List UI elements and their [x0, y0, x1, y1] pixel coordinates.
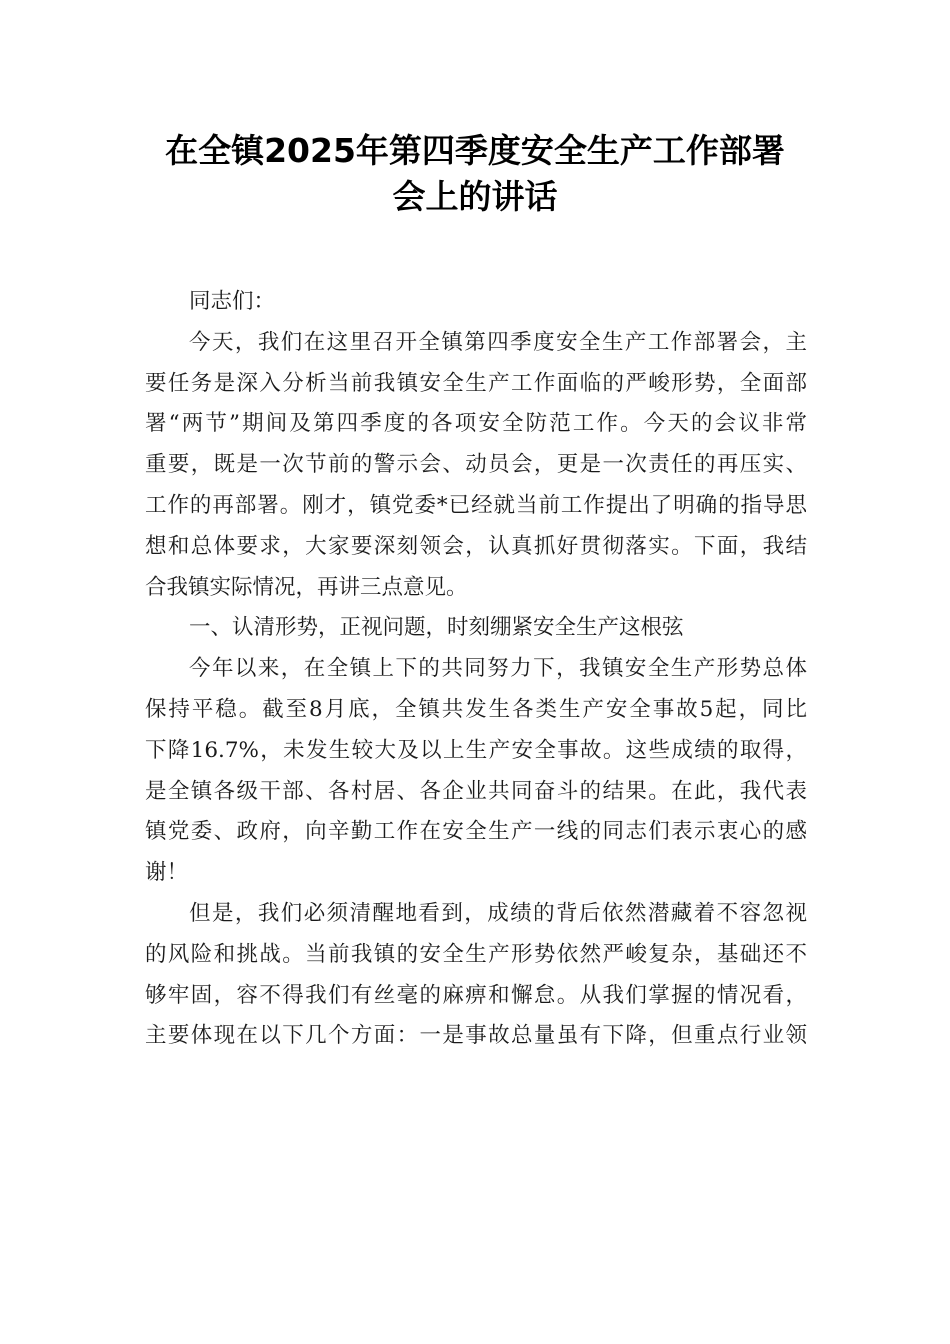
paragraph-line: 要任务是深入分析当前我镇安全生产工作面临的严峻形势，全面部 [145, 370, 807, 396]
paragraph-line: 镇党委、政府，向辛勤工作在安全生产一线的同志们表示衷心的感 [145, 819, 807, 845]
paragraph-risks [145, 894, 807, 1057]
paragraph-line: 今天，我们在这里召开全镇第四季度安全生产工作部署会，主 [189, 329, 807, 355]
paragraph-line: 主要体现在以下几个方面：一是事故总量虽有下降，但重点行业领 [145, 1023, 807, 1049]
paragraph-line: 但是，我们必须清醒地看到，成绩的背后依然潜藏着不容忽视 [189, 900, 807, 926]
document-body [145, 282, 807, 1057]
paragraph-line: 署“两节”期间及第四季度的各项安全防范工作。今天的会议非常 [145, 411, 807, 437]
paragraph-line: 想和总体要求，大家要深刻领会，认真抓好贯彻落实。下面，我结 [145, 533, 807, 559]
title-line-1: 在全镇2025年第四季度安全生产工作部署 [165, 131, 785, 170]
paragraph-line: 合我镇实际情况，再讲三点意见。 [145, 574, 468, 600]
paragraph-line: 够牢固，容不得我们有丝毫的麻痹和懈怠。从我们掌握的情况看， [145, 982, 807, 1008]
paragraph-line: 谢！ [145, 860, 189, 886]
paragraph-line: 今年以来，在全镇上下的共同努力下，我镇安全生产形势总体 [189, 656, 807, 682]
paragraph-line: 的风险和挑战。当前我镇的安全生产形势依然严峻复杂，基础还不 [145, 941, 807, 967]
paragraph-line: 保持平稳。截至8月底，全镇共发生各类生产安全事故5起，同比 [145, 696, 807, 722]
paragraph-line: 工作的再部署。刚才，镇党委*已经就当前工作提出了明确的指导思 [145, 492, 807, 518]
title-line-2: 会上的讲话 [392, 177, 558, 216]
salutation: 同志们： [189, 289, 276, 314]
paragraph-line: 下降16.7%，未发生较大及以上生产安全事故。这些成绩的取得， [145, 737, 807, 763]
paragraph-line: 是全镇各级干部、各村居、各企业共同奋斗的结果。在此，我代表 [145, 778, 807, 804]
paragraph-line: 重要，既是一次节前的警示会、动员会，更是一次责任的再压实、 [145, 452, 807, 478]
section-heading-1 [145, 608, 807, 649]
document-title [140, 128, 810, 220]
paragraph-achievements [145, 649, 807, 894]
paragraph-opening [145, 323, 807, 609]
section-heading-text: 一、认清形势，正视问题，时刻绷紧安全生产这根弦 [189, 615, 684, 641]
